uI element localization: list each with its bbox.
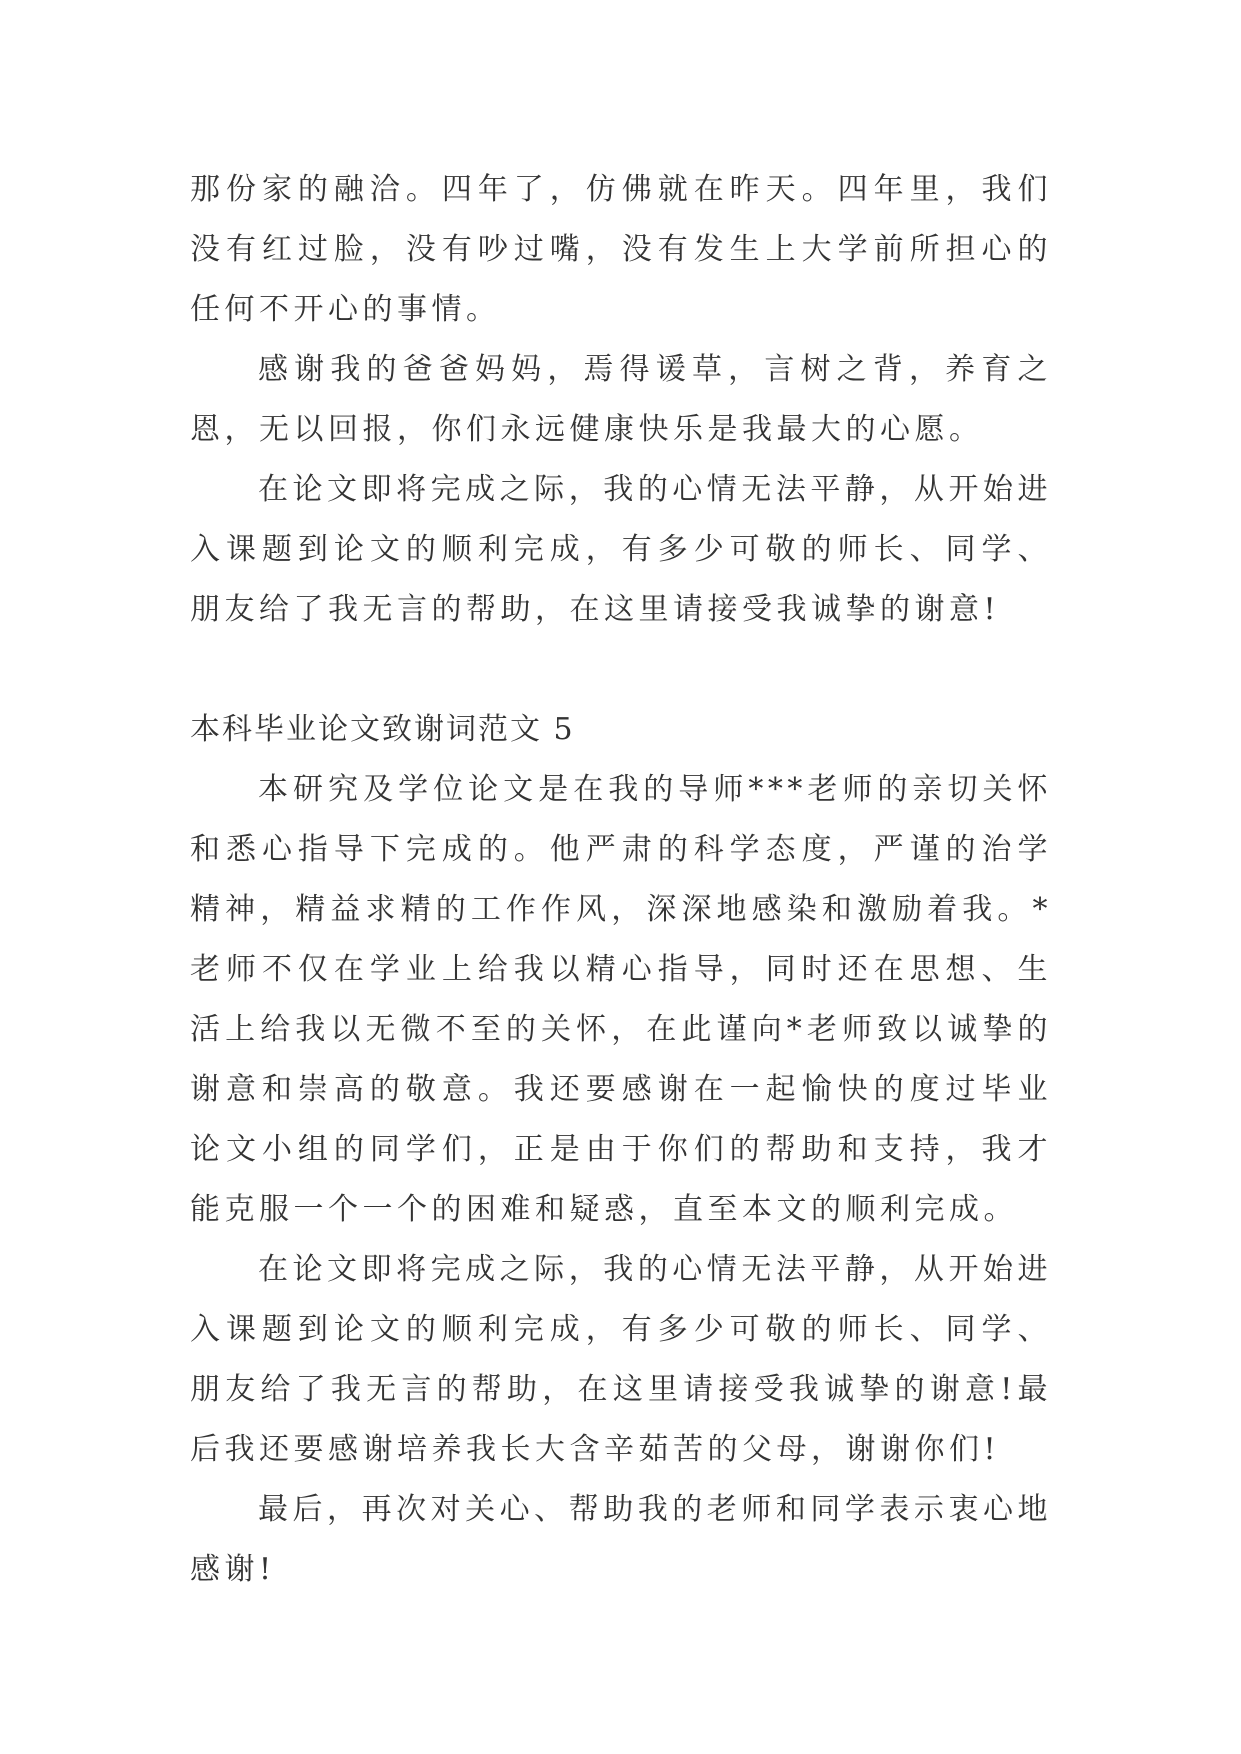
section-spacer [190, 640, 1052, 700]
paragraph-advisor: 本研究及学位论文是在我的导师***老师的亲切关怀和悉心指导下完成的。他严肃的科学态度，严谨的治学精神，精益求精的工作作风，深深地感染和激励着我。*老师不仅在学业上给我以精心指导，同时还在思想、生活上给我以无微不至的关怀，在此谨向*老师致以诚挚的谢意和崇高的敬意。我还要感谢在一起愉快的度过毕业论文小组的同学们，正是由于你们的帮助和支持，我才能克服一个一个的困难和疑惑，直至本文的顺利完成。 [190, 772, 1052, 1227]
paragraph-thanks-teachers: 在论文即将完成之际，我的心情无法平静，从开始进入课题到论文的顺利完成，有多少可敬的师长、同学、朋友给了我无言的帮助，在这里请接受我诚挚的谢意! [190, 472, 1052, 627]
paragraph-final-thanks: 最后，再次对关心、帮助我的老师和同学表示衷心地感谢! [190, 1492, 1052, 1587]
paragraph-completion: 在论文即将完成之际，我的心情无法平静，从开始进入课题到论文的顺利完成，有多少可敬的师长、同学、朋友给了我无言的帮助，在这里请接受我诚挚的谢意!最后我还要感谢培养我长大含辛茹苦的父母，谢谢你们! [190, 1252, 1052, 1467]
document-body [190, 160, 1052, 1600]
paragraph-continuation: 那份家的融洽。四年了，仿佛就在昨天。四年里，我们没有红过脸，没有吵过嘴，没有发生上大学前所担心的任何不开心的事情。 [190, 172, 1052, 327]
paragraph-thanks-parents: 感谢我的爸爸妈妈，焉得谖草，言树之背，养育之恩，无以回报，你们永远健康快乐是我最大的心愿。 [190, 352, 1052, 447]
section-heading: 本科毕业论文致谢词范文 5 [190, 712, 575, 747]
